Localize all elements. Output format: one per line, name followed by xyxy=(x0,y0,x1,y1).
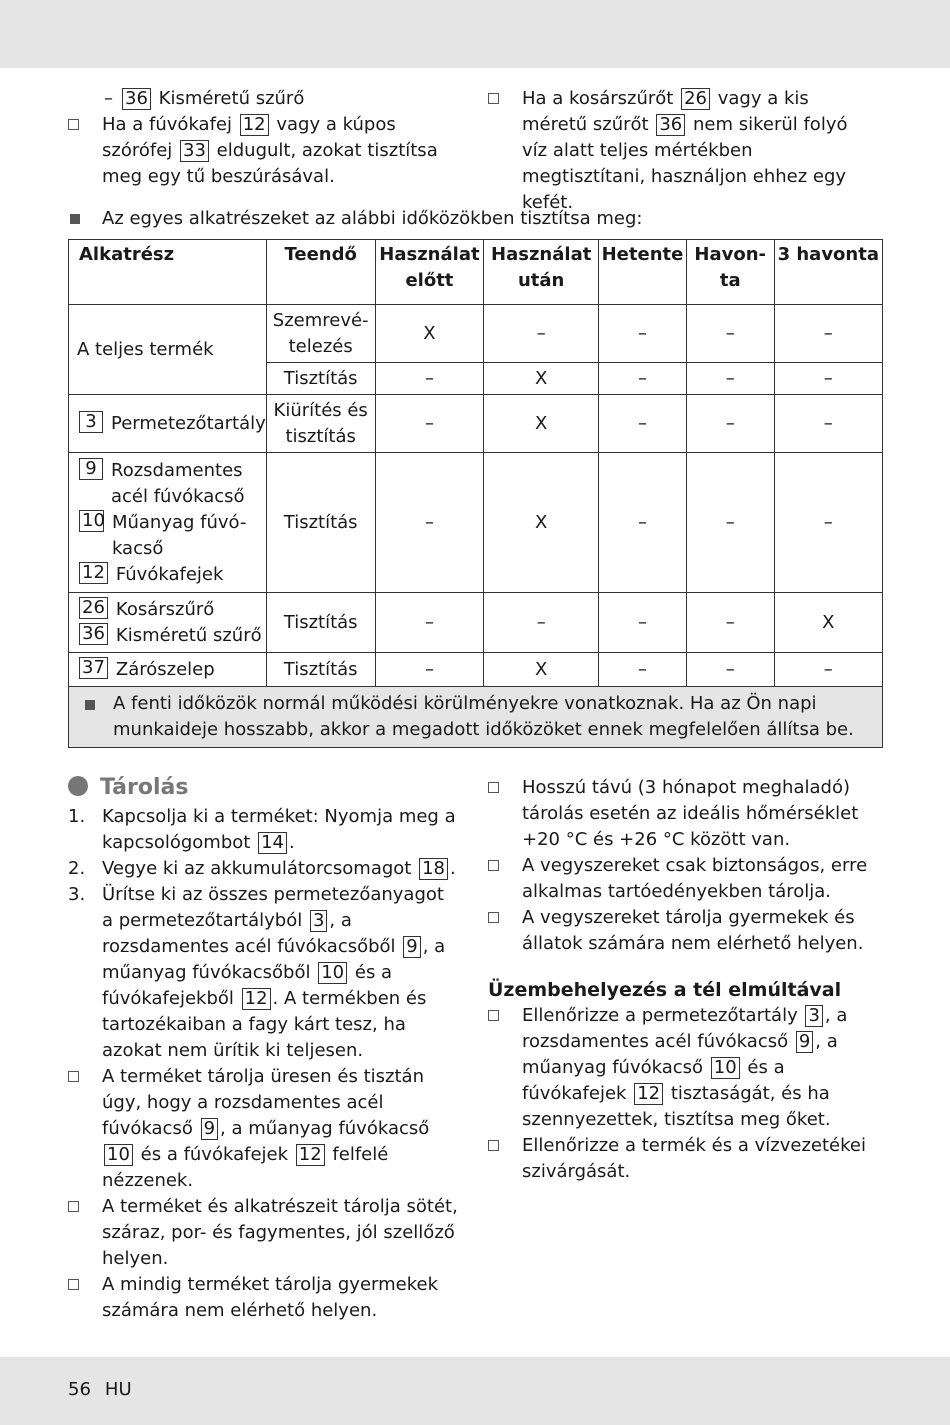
storage-left-column xyxy=(68,775,458,1324)
table-cell: 9 Rozsdamentes acél fúvókacső 10 Műanyag fúvó-kacső 12 Fúvókafejek xyxy=(69,453,267,593)
table-header: Használat után xyxy=(484,240,599,305)
top-band xyxy=(0,0,950,68)
table-cell: Szemrevé-telezés xyxy=(266,305,375,363)
table-cell: – xyxy=(599,453,687,593)
ref-number: 26 xyxy=(79,597,108,619)
table-cell: – xyxy=(686,395,774,453)
storage-right-column xyxy=(488,775,888,1185)
page-footer xyxy=(68,1379,146,1400)
table-cell: – xyxy=(686,363,774,395)
table-cell: – xyxy=(774,453,882,593)
list-item: A vegyszereket csak biztonságos, erre alkalmas tartóedényekben tárolja. xyxy=(488,853,888,905)
table-cell: – xyxy=(686,653,774,687)
list-item: A vegyszereket tárolja gyermekek és állatok számára nem elérhető helyen. xyxy=(488,905,888,957)
top-left-column xyxy=(68,86,458,190)
checkbox-bullet-icon xyxy=(488,860,499,871)
table-cell: 3 Permetezőtartály xyxy=(69,395,267,453)
table-cell: – xyxy=(599,593,687,653)
table-header-row xyxy=(69,240,883,305)
table-cell: Kiürítés és tisztítás xyxy=(266,395,375,453)
table-header: Alkatrész xyxy=(69,240,267,305)
table-cell: – xyxy=(686,593,774,653)
table-cell: X xyxy=(375,305,484,363)
table-cell: – xyxy=(774,653,882,687)
ref-number: 10 xyxy=(79,510,104,532)
table-cell: – xyxy=(686,305,774,363)
table-row xyxy=(69,395,883,453)
ref-number: 18 xyxy=(419,858,448,880)
ref-number: 10 xyxy=(318,962,347,984)
table-cell: – xyxy=(774,305,882,363)
table-cell: – xyxy=(599,653,687,687)
top-right-column xyxy=(488,86,878,216)
checkbox-bullet-icon xyxy=(488,782,499,793)
circle-bullet-icon xyxy=(68,776,88,796)
ref-number: 3 xyxy=(310,910,327,932)
ref-number: 12 xyxy=(296,1144,325,1166)
checkbox-bullet-icon xyxy=(68,1201,79,1212)
list-item: A terméket és alkatrészeit tárolja sötét, száraz, por- és fagymentes, jól szellőző helyen. xyxy=(68,1194,458,1272)
table-note: A fenti időközök normál működési körülményekre vonatkoznak. Ha az Ön napi munkaideje hosszabb, akkor a megadott időközöket ennek megfelelően állítsa be. xyxy=(69,687,883,748)
table-row xyxy=(69,593,883,653)
ref-number: 36 xyxy=(79,623,108,645)
table-cell: Tisztítás xyxy=(266,653,375,687)
ref-number: 12 xyxy=(240,114,269,136)
checkbox-bullet-icon xyxy=(68,119,79,130)
ref-number: 33 xyxy=(180,140,209,162)
ref-number: 3 xyxy=(79,411,103,433)
ref-number: 9 xyxy=(79,458,103,480)
table-cell: X xyxy=(484,453,599,593)
section-heading: Tárolás xyxy=(68,775,458,802)
table-cell: 26 Kosárszűrő 36 Kisméretű szűrő xyxy=(69,593,267,653)
checkbox-bullet-icon xyxy=(488,93,499,104)
square-bullet-icon xyxy=(85,700,95,710)
subsection-heading: Üzembehelyezés a tél elmúltával xyxy=(488,979,842,1001)
table-cell: X xyxy=(484,653,599,687)
checkbox-bullet-icon xyxy=(488,1140,499,1151)
ref-number: 12 xyxy=(79,562,108,584)
ref-number: 26 xyxy=(681,88,710,110)
table-header: Havon-ta xyxy=(686,240,774,305)
table-cell: Tisztítás xyxy=(266,363,375,395)
list-item: Ha a fúvókafej 12 vagy a kúpos szórófej 33 eldugult, azokat tisztítsa meg egy tű beszúrásával. xyxy=(68,112,458,190)
table-row xyxy=(69,305,883,363)
ref-number: 3 xyxy=(805,1005,822,1027)
intro-line: Az egyes alkatrészeket az alábbi időközökben tisztítsa meg: xyxy=(68,206,888,232)
ref-number: 12 xyxy=(634,1083,663,1105)
table-cell: – xyxy=(599,395,687,453)
table-cell: – xyxy=(375,395,484,453)
table-cell: – xyxy=(774,395,882,453)
table-cell: – xyxy=(375,453,484,593)
list-item: Ellenőrizze a termék és a vízvezetékei szivárgását. xyxy=(488,1133,888,1185)
table-row xyxy=(69,653,883,687)
language-code: HU xyxy=(104,1379,132,1400)
table-cell: X xyxy=(484,395,599,453)
table-cell: Tisztítás xyxy=(266,593,375,653)
ref-number: 9 xyxy=(796,1031,813,1053)
table-note-row xyxy=(69,687,883,748)
dash-item: – 36 Kisméretű szűrő xyxy=(104,88,305,109)
checkbox-bullet-icon xyxy=(488,912,499,923)
table-cell: – xyxy=(484,305,599,363)
ref-number: 12 xyxy=(242,988,271,1010)
table-cell: Tisztítás xyxy=(266,453,375,593)
table-cell: – xyxy=(599,363,687,395)
table-cell: 37 Zárószelep xyxy=(69,653,267,687)
list-item: 1. Kapcsolja ki a terméket: Nyomja meg a kapcsológombot 14 . xyxy=(68,806,456,853)
ref-number: 10 xyxy=(711,1057,740,1079)
ref-number: 10 xyxy=(104,1144,133,1166)
ref-number: 37 xyxy=(79,657,108,679)
table-header: 3 havonta xyxy=(774,240,882,305)
table-cell: X xyxy=(774,593,882,653)
table-cell: – xyxy=(375,653,484,687)
list-item: A mindig terméket tárolja gyermekek számára nem elérhető helyen. xyxy=(68,1272,458,1324)
list-item: Ha a kosárszűrőt 26 vagy a kis méretű szűrőt 36 nem sikerül folyó víz alatt teljes mértékben megtisztítani, használjon ehhez egy kefét. xyxy=(488,86,878,216)
table-cell: – xyxy=(375,593,484,653)
page-number: 56 xyxy=(68,1379,91,1400)
list-item: 2. Vegye ki az akkumulátorcsomagot 18 . xyxy=(68,858,456,879)
checkbox-bullet-icon xyxy=(488,1010,499,1021)
table-cell: – xyxy=(375,363,484,395)
table-cell: – xyxy=(484,593,599,653)
table-cell: X xyxy=(484,363,599,395)
ref-number: 14 xyxy=(258,832,287,854)
table-cell: – xyxy=(599,305,687,363)
list-item: Ellenőrizze a permetezőtartály 3 , a rozsdamentes acél fúvókacső 9 , a műanyag fúvókacső 10 és a fúvókafejek 12 tisztaságát, és ha szennyezettek, tisztítsa meg őket. xyxy=(488,1003,888,1133)
list-item: A terméket tárolja üresen és tisztán úgy, hogy a rozsdamentes acél fúvókacső 9 , a műanyag fúvókacső 10 és a fúvókafejek 12 felfelé nézzenek. xyxy=(68,1064,458,1194)
table-header: Teendő xyxy=(266,240,375,305)
ref-number: 9 xyxy=(201,1118,218,1140)
table-header: Hetente xyxy=(599,240,687,305)
square-bullet-icon xyxy=(70,214,80,224)
cleaning-interval-table xyxy=(68,239,883,748)
table-header: Használat előtt xyxy=(375,240,484,305)
ref-number: 36 xyxy=(656,114,685,136)
table-cell: A teljes termék xyxy=(69,305,267,395)
list-item: Hosszú távú (3 hónapot meghaladó) tárolás esetén az ideális hőmérséklet +20 °C és +26 °C között van. xyxy=(488,775,888,853)
table-row xyxy=(69,453,883,593)
checkbox-bullet-icon xyxy=(68,1279,79,1290)
list-item: 3. Ürítse ki az összes permetezőanyagot a permetezőtartályból 3 , a rozsdamentes acél fúvókacsőből 9 , a műanyag fúvókacsőből 10 és a fúvókafejekből 12 . A termékben és tartozékaiban a fagy kárt tesz, ha azokat nem ürítik ki teljesen. xyxy=(68,884,446,1061)
ref-number: 9 xyxy=(403,936,420,958)
checkbox-bullet-icon xyxy=(68,1071,79,1082)
ref-number: 36 xyxy=(122,88,151,110)
table-cell: – xyxy=(686,453,774,593)
table-cell: – xyxy=(774,363,882,395)
